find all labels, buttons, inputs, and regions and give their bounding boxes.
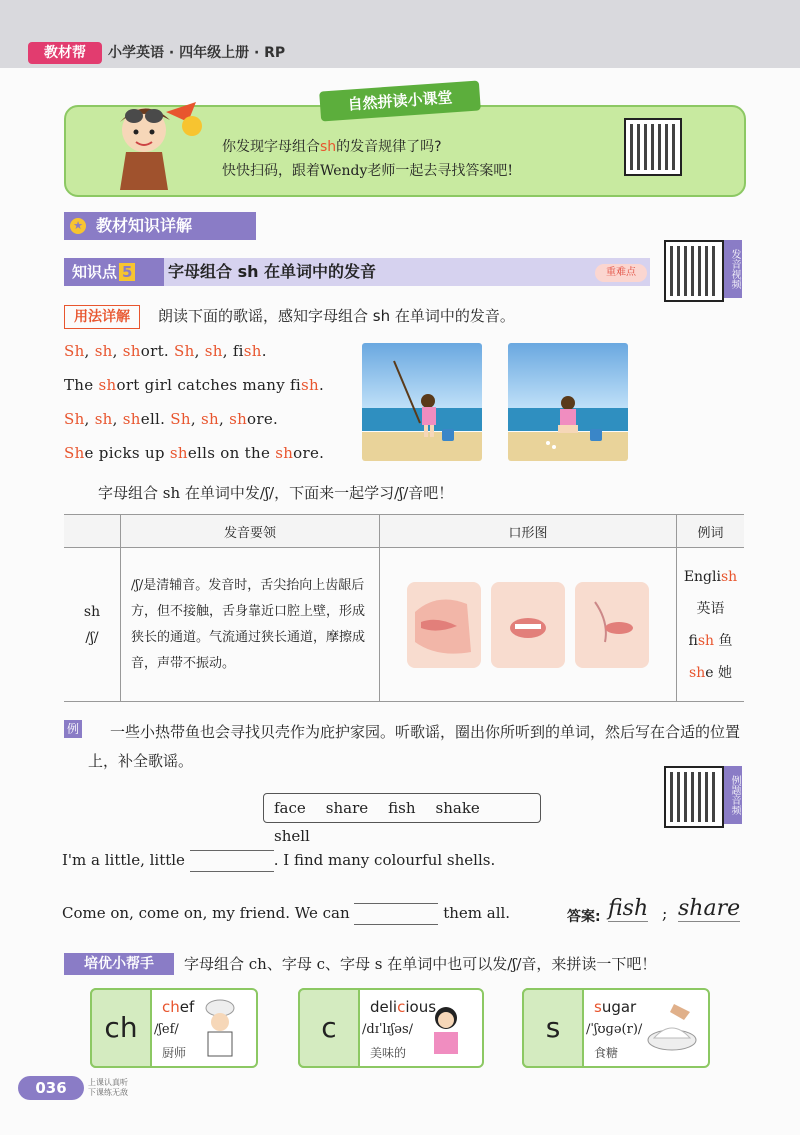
difficulty-badge: 重难点 [595,264,647,282]
table-header: 发音要领 [121,515,380,548]
banner-ribbon: 自然拼读小课堂 [319,80,481,121]
table-header [64,515,121,548]
song-line-2: Come on, come on, my friend. We can them all. [62,903,510,925]
answer-blank[interactable] [354,903,438,925]
word-option[interactable]: share [325,799,369,817]
answer-1: fish [608,896,649,921]
star-icon: ★ [70,218,86,234]
rhyme-line-2: The short girl catches many fish. [64,376,325,394]
shell-girl-image [508,343,628,461]
card-letter: c [298,988,360,1068]
example-text: 一些小热带鱼也会寻找贝壳作为庇护家园。听歌谣，圈出你所听到的单词，然后写在合适的位置上，补全歌谣。 [88,723,741,770]
sound-ipa: /ʃ/ [85,629,99,646]
fishing-girl-image [362,343,482,461]
word-bank [263,793,541,845]
answer-label: 答案: [567,909,601,925]
example-word: she 她 [689,664,732,681]
card-letter: s [522,988,584,1068]
example-tag: 例 [64,720,82,738]
table-header: 例词 [677,515,745,548]
song-line-1: I'm a little, little . I find many colourful shells. [62,850,495,872]
card-letter: ch [90,988,152,1068]
footer-note: 上课认真听 下课练无敌 [88,1078,128,1097]
mouth-profile-view-icon [575,582,649,668]
card-meaning: 美味的 [370,1046,407,1060]
answer-separator: ; [662,904,668,923]
pronunciation-table [64,514,744,702]
helper-text: 字母组合 ch、字母 c、字母 s 在单词中也可以发/ʃ/音，来拼读一下吧！ [184,955,657,973]
word-option[interactable]: face [274,799,306,817]
card-meaning: 厨师 [162,1046,187,1060]
sugar-bowl-icon [644,998,700,1058]
mouth-side-view-icon [407,582,481,668]
card-ipa: /ʃef/ [154,1022,179,1037]
usage-tag: 用法详解 [64,305,140,329]
example-word: fish 鱼 [688,632,733,649]
page-number: 036 [18,1076,84,1100]
knowledge-tag: 知识点 5 [64,258,164,286]
rhyme-line-1: Sh, sh, short. Sh, sh, fish. [64,342,267,360]
sound-letters: sh [83,603,101,620]
banner-line-1: 你发现字母组合sh的发音规律了吗? [222,139,442,155]
card-ipa: /dɪˈlɪʃəs/ [362,1022,414,1037]
qr-code-icon[interactable] [624,118,682,176]
brand-label: 教材帮 [28,42,102,64]
card-word: sugar [594,998,637,1016]
qr-code-icon[interactable] [664,240,724,302]
example-word: English 英语 [683,568,738,617]
rhyme-line-3: Sh, sh, shell. Sh, sh, shore. [64,410,279,428]
phonics-card-ch [90,988,258,1068]
qr-side-label: 例题音频 [724,766,742,824]
rhyme-line-4: She picks up shells on the shore. [64,444,325,462]
banner-line-2: 快快扫码，跟着Wendy老师一起去寻找答案吧! [222,163,514,179]
sound-cell [64,548,121,702]
knowledge-title: 字母组合 sh 在单词中的发音 [168,262,377,281]
intro-line: 字母组合 sh 在单词中发/ʃ/，下面来一起学习/ʃ/音吧！ [98,484,454,502]
mouth-shape-cell [380,548,677,702]
book-title: 小学英语 · 四年级上册 · RP [108,45,286,61]
tips-cell: /ʃ/是清辅音。发音时，舌尖抬向上齿龈后方，但不接触，舌身靠近口腔上壁，形成狭长的通道。气流通过狭长通道，摩擦成音，声带不振动。 [121,548,380,702]
qr-code-icon[interactable] [664,766,724,828]
word-option[interactable]: shake [435,799,480,817]
card-word: chef [162,998,195,1016]
word-option[interactable]: shell [274,827,310,845]
word-option[interactable]: fish [388,799,416,817]
section-heading: 教材知识详解 [64,212,256,240]
qr-side-label: 发音视频 [724,240,742,298]
answer-blank[interactable] [190,850,274,872]
helper-tag: 培优小帮手 [64,953,174,975]
card-ipa: /ˈʃʊɡə(r)/ [586,1022,643,1037]
usage-text: 朗读下面的歌谣，感知字母组合 sh 在单词中的发音。 [158,307,515,325]
answer-2: share [678,896,741,921]
girl-eating-icon [418,998,474,1058]
examples-cell [677,548,745,702]
card-word: delicious [370,998,437,1016]
chef-icon [192,998,248,1058]
mouth-front-view-icon [491,582,565,668]
card-meaning: 食糖 [594,1046,619,1060]
phonics-card-s [522,988,710,1068]
cartoon-boy-icon [96,92,206,192]
phonics-card-c [298,988,484,1068]
table-header: 口形图 [380,515,677,548]
